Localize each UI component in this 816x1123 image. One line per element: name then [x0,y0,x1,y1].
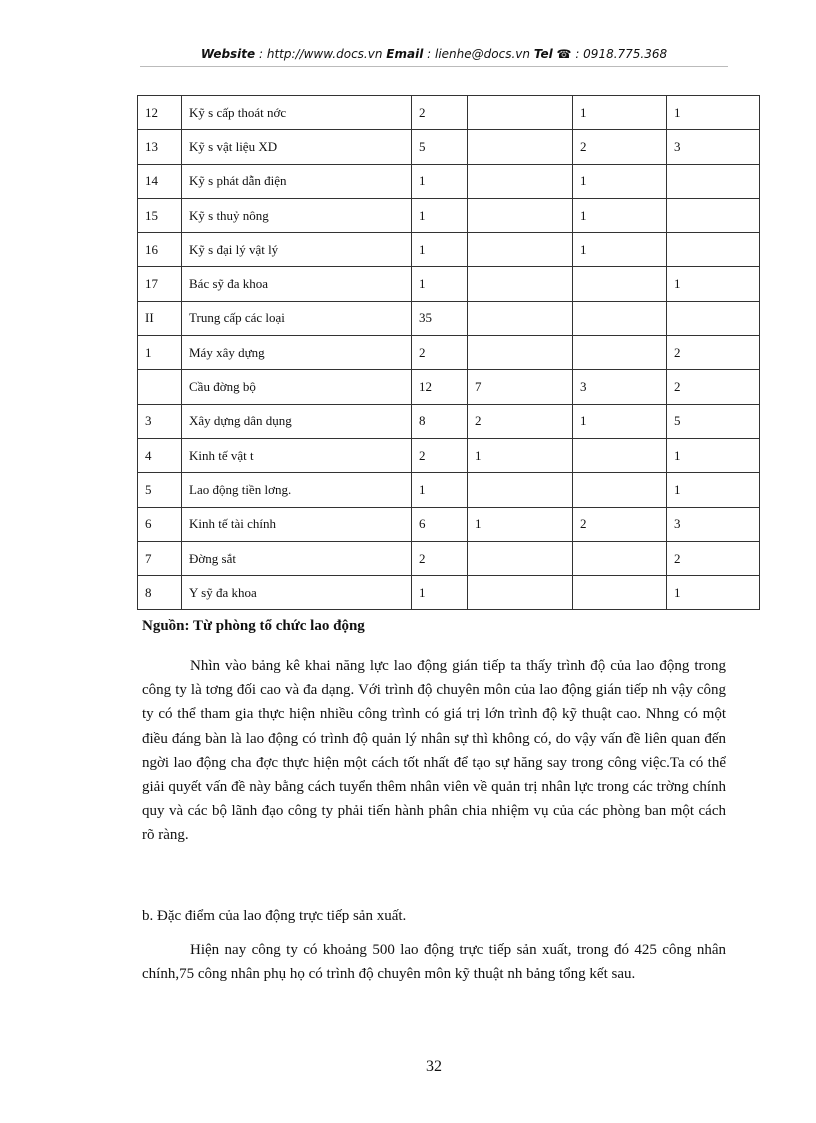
table-cell [468,96,573,130]
table-cell: 17 [138,267,182,301]
header-divider [140,66,728,67]
table-cell: Bác sỹ đa khoa [182,267,412,301]
table-cell: 2 [468,404,573,438]
paragraph-1: Nhìn vào bảng kê khai năng lực lao động gián tiếp ta thấy trình độ của lao động trong công ty là tơng đối cao và đa dạng. Với trình độ chuyên môn của lao động gián tiếp nh vậy công ty có thể tham gia thực hiện nhiều công trình có giá trị lớn trình độ kỹ thuật cao. Nhng có một điều đáng bàn là lao động có trình độ quản lý nhân sự thì không có, do vậy vấn đề liên quan đến ngời lao động cha đợc thực hiện một cách tốt nhất để tạo sự hăng say trong công việc.Ta có thể giải quyết vấn đề này bằng cách tuyển thêm nhân viên về quản trị nhân lực trong các trờng chính quy và các bộ lãnh đạo công ty phải tiến hành phân chia nhiệm vụ của các phòng ban một cách rõ ràng. [142,658,726,844]
table-cell [468,130,573,164]
table-cell: 2 [667,541,760,575]
table-cell: Kỹ s cấp thoát nớc [182,96,412,130]
table-cell [468,336,573,370]
table-cell: 15 [138,198,182,232]
table-cell [468,233,573,267]
table-cell: 3 [138,404,182,438]
table-cell: Kỹ s vật liệu XD [182,130,412,164]
table-cell: 6 [412,507,468,541]
website-value: : http://www.docs.vn [259,47,383,61]
table-cell: 1 [667,438,760,472]
table-row [138,96,760,130]
table-cell: 1 [573,404,667,438]
table-row [138,370,760,404]
table-row [138,233,760,267]
table-cell [573,267,667,301]
table-cell [468,541,573,575]
table-cell [468,267,573,301]
table-cell [667,233,760,267]
table-cell: Trung cấp các loại [182,301,412,335]
table-cell: 5 [412,130,468,164]
table-cell: 12 [412,370,468,404]
table-cell [573,301,667,335]
phone-icon: ☎ [556,47,572,61]
table-cell: 2 [667,336,760,370]
table-cell: 1 [667,576,760,610]
table-cell: 1 [412,576,468,610]
table-cell: 5 [138,473,182,507]
page-number: 32 [426,1058,442,1075]
table-cell: 2 [412,336,468,370]
table-row [138,130,760,164]
table-cell: 2 [412,438,468,472]
table-cell: II [138,301,182,335]
table-cell: 1 [412,473,468,507]
table-cell [573,473,667,507]
table-cell [468,301,573,335]
table-cell: 1 [573,233,667,267]
table-cell [667,198,760,232]
email-label: Email [386,47,424,61]
table-row [138,336,760,370]
table-cell [468,473,573,507]
table-cell [573,541,667,575]
table-cell: 12 [138,96,182,130]
table-cell: 1 [138,336,182,370]
website-label: Website [200,47,256,61]
labor-table [137,95,760,610]
table-cell: 14 [138,164,182,198]
table-cell: 3 [667,130,760,164]
section-heading-b: b. Đặc điểm của lao động trực tiếp sản xuất. [142,908,407,924]
table-cell [573,576,667,610]
table-cell: Kỹ s phát dẫn điện [182,164,412,198]
table-body [138,96,760,610]
table-cell: Kỹ s thuỷ nông [182,198,412,232]
table-cell [667,164,760,198]
table-cell [667,301,760,335]
table-cell: Lao động tiền lơng. [182,473,412,507]
table-cell: Kỹ s đại lý vật lý [182,233,412,267]
table-cell: 2 [667,370,760,404]
table-cell [573,336,667,370]
table-cell: 1 [573,198,667,232]
table-cell: 1 [412,198,468,232]
table-cell: 1 [412,233,468,267]
table-cell: Kinh tế vật t [182,438,412,472]
table-row [138,267,760,301]
table-cell: 1 [667,473,760,507]
table-cell: 35 [412,301,468,335]
table-cell: 8 [412,404,468,438]
table-cell: 4 [138,438,182,472]
table-cell [573,438,667,472]
table-cell: 1 [412,164,468,198]
table-cell: 2 [412,96,468,130]
email-value: : lienhe@docs.vn [427,47,530,61]
table-row [138,404,760,438]
table-row [138,198,760,232]
table-cell: 1 [468,507,573,541]
table-cell [468,198,573,232]
table-cell [468,576,573,610]
page-header [140,47,728,61]
table-cell: 1 [573,164,667,198]
tel-value: : 0918.775.368 [575,47,668,61]
table-cell: 1 [412,267,468,301]
table-cell [468,164,573,198]
table-cell: 1 [573,96,667,130]
table-cell: 3 [573,370,667,404]
table-row [138,576,760,610]
table-cell [138,370,182,404]
table-cell: Đờng sắt [182,541,412,575]
table-row [138,438,760,472]
table-cell: 8 [138,576,182,610]
table-row [138,473,760,507]
table-cell: 5 [667,404,760,438]
table-cell: 1 [468,438,573,472]
table-cell: Cầu đờng bộ [182,370,412,404]
paragraph-2: Hiện nay công ty có khoảng 500 lao động trực tiếp sản xuất, trong đó 425 công nhân chính,75 công nhân phụ họ có trình độ chuyên môn kỹ thuật nh bảng tổng kết sau. [142,942,726,983]
table-cell: 7 [468,370,573,404]
table-cell: 16 [138,233,182,267]
table-cell: 1 [667,267,760,301]
table-cell: 7 [138,541,182,575]
table-cell: 1 [667,96,760,130]
table-cell: Xây dựng dân dụng [182,404,412,438]
table-row [138,301,760,335]
source-note: Nguồn: Từ phòng tổ chức lao động [142,618,365,634]
tel-label: Tel [533,47,553,61]
table-cell: 2 [573,130,667,164]
table-cell: Y sỹ đa khoa [182,576,412,610]
table-row [138,541,760,575]
table-cell: Kinh tế tài chính [182,507,412,541]
table-cell: Máy xây dựng [182,336,412,370]
table-cell: 3 [667,507,760,541]
table-row [138,164,760,198]
table-cell: 6 [138,507,182,541]
table-cell: 2 [412,541,468,575]
table-cell: 13 [138,130,182,164]
table-row [138,507,760,541]
table-cell: 2 [573,507,667,541]
